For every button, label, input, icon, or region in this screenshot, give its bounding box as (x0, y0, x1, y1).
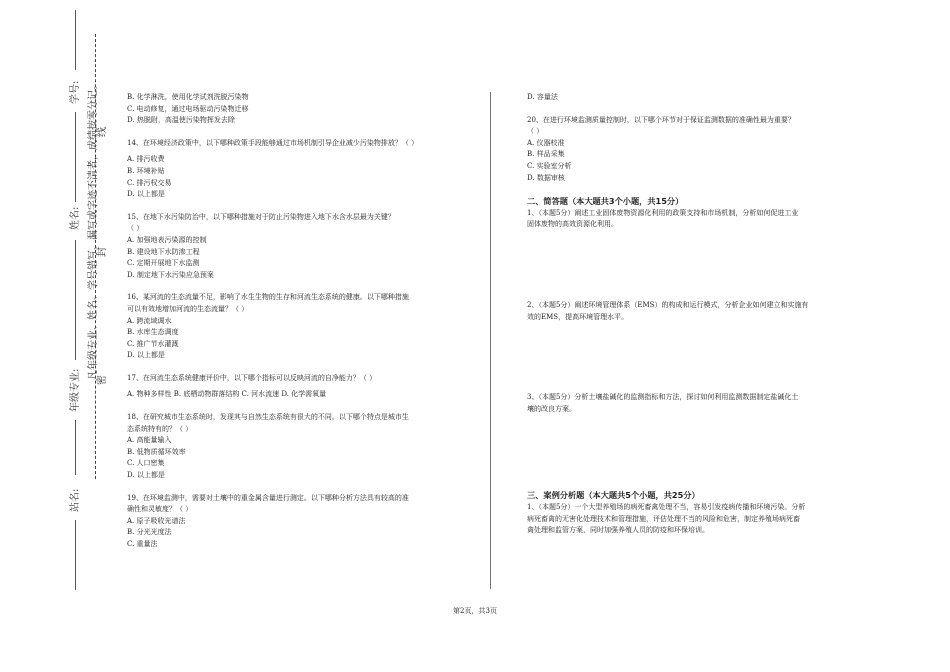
page-footer: 第2页，共3页 (453, 607, 497, 615)
q17-options: A. 物种多样性 B. 底栖动物群落结构 C. 河水流速 D. 化学需氧量 (127, 390, 327, 399)
seal-mark-mi: 密 (97, 375, 108, 385)
short-answer-2-cont: 效的EMS，提高环境管理水平。 (527, 312, 629, 321)
grade-major-label: 年级专业: (70, 368, 81, 412)
q13-option-b: B. 化学淋洗，使用化学试剂洗脱污染物 (127, 93, 249, 101)
q19-option-d: D. 容量法 (527, 93, 558, 101)
q14-option-a: A. 排污收费 (127, 155, 165, 164)
q20-stem: 20、在进行环境监测质量控制时，以下哪个环节对于保证监测数据的准确性最为重要？ (527, 115, 795, 124)
q19-option-b: B. 分光光度法 (127, 528, 172, 537)
case-analysis-1-cont: 病死畜禽的无害化处理技术和管理措施，评估处理不当的风险和危害，制定养殖场病死畜 (527, 514, 800, 523)
q19-stem-cont: 确性和灵敏度？（ ） (127, 505, 193, 514)
q19-stem: 19、在环境监测中，需要对土壤中的重金属含量进行测定。以下哪种分析方法具有较高的准 (127, 493, 409, 502)
student-id-underline (75, 10, 76, 70)
q18-stem: 18、在研究城市生态系统时，发现其与自然生态系统有很大的不同。以下哪个特点是城市生 (127, 413, 409, 422)
short-answer-1: 1、（本题5分）阐述工业固体废物资源化利用的政策支持和市场机制，分析如何促进工业 (527, 208, 799, 217)
q15-option-c: C. 定期开展地下水监测 (127, 259, 200, 268)
school-underline (75, 420, 76, 475)
q18-option-b: B. 低物质循环效率 (127, 447, 186, 456)
q18-option-c: C. 人口密集 (127, 459, 165, 468)
case-analysis-1-cont-2: 禽处理和监管方案，同时加强养殖人员的防疫和环保培训。 (527, 526, 709, 535)
school-label: 站名: (70, 488, 81, 512)
q19-option-c: C. 重量法 (127, 540, 158, 548)
q15-option-d: D. 制定地下水污染应急预案 (127, 270, 214, 279)
seal-mark-feng: 封 (97, 247, 108, 257)
short-answer-3: 3、（本题5分）分析土壤盐碱化的监测指标和方法，探讨如何利用监测数据制定盐碱化土 (527, 393, 799, 402)
name-underline (75, 112, 76, 202)
q20-option-a: A. 仪器校准 (527, 138, 565, 147)
section-case-analysis-title: 三、案例分析题（本大题共5个小题，共25分） (527, 490, 700, 501)
q15-option-b: B. 建设地下水防渗工程 (127, 247, 200, 256)
q17-stem: 17、在河流生态系统健康评价中，以下哪个指标可以反映河流的自净能力？（ ） (127, 373, 377, 382)
q14-option-b: B. 环境补贴 (127, 166, 165, 175)
name-label: 姓名: (70, 206, 81, 230)
binding-warning-text: 凡年级专业、姓名、学号错写、漏写或字迹不清者，成绩按零分记。 (88, 80, 99, 380)
seal-mark-xian: 线 (97, 127, 108, 137)
q20-option-d: D. 数据审核 (527, 173, 565, 182)
short-answer-3-cont: 壤的改良方案。 (527, 404, 576, 413)
q16-option-c: C. 推广节水灌溉 (127, 339, 179, 348)
q20-option-c: C. 实验室分析 (527, 161, 572, 170)
q18-option-d: D. 以上都是 (127, 471, 165, 480)
right-column (527, 92, 872, 537)
q16-stem: 16、某河流的生态流量不足，影响了水生生物的生存和河流生态系统的健康。以下哪种措施 (127, 293, 409, 302)
grade-major-underline (75, 240, 76, 360)
q14-option-c: C. 排污权交易 (127, 178, 172, 187)
binding-sidebar (0, 0, 108, 672)
q20-stem-cont: （ ） (527, 127, 544, 136)
school-underline-2 (75, 520, 76, 590)
q13-option-d: D. 热脱附，高温使污染物挥发去除 (127, 116, 235, 125)
q16-option-d: D. 以上都是 (127, 351, 165, 360)
q16-option-a: A. 跨流域调水 (127, 316, 172, 325)
q16-stem-cont: 可以有效地增加河流的生态流量？（ ） (127, 304, 249, 313)
q15-stem-cont: （ ） (127, 224, 144, 233)
q18-option-a: A. 高能量输入 (127, 436, 172, 445)
q18-stem-cont: 态系统特有的？（ ） (127, 424, 193, 433)
column-divider (490, 92, 491, 589)
q19-option-a: A. 原子吸收光谱法 (127, 516, 186, 525)
section-short-answer-title: 二、简答题（本大题共3个小题，共15分） (527, 196, 684, 207)
short-answer-2: 2、（本题5分）阐述环境管理体系（EMS）的构成和运行模式，分析企业如何建立和实施有 (527, 300, 809, 309)
q14-stem: 14、在环境经济政策中，以下哪种政策手段能够通过市场机制引导企业减少污染物排放？（ ） (127, 138, 419, 147)
q15-stem: 15、在地下水污染防治中，以下哪种措施对于防止污染物进入地下水含水层最为关键？ (127, 212, 395, 221)
left-column (127, 92, 477, 551)
q13-option-c: C. 电动修复，通过电场驱动污染物迁移 (127, 104, 249, 113)
student-id-label: 学号: (70, 80, 81, 104)
q14-option-d: D. 以上都是 (127, 190, 165, 199)
short-answer-1-cont: 固体废物的高效资源化利用。 (527, 220, 618, 229)
q15-option-a: A. 加强地表污染源的控制 (127, 235, 207, 244)
q16-option-b: B. 水库生态调度 (127, 328, 179, 337)
case-analysis-1: 1、（本题5分）一个大型养殖场的病死畜禽处理不当，容易引发疫病传播和环境污染。分析 (527, 502, 806, 511)
q20-option-b: B. 样品采集 (527, 150, 565, 159)
